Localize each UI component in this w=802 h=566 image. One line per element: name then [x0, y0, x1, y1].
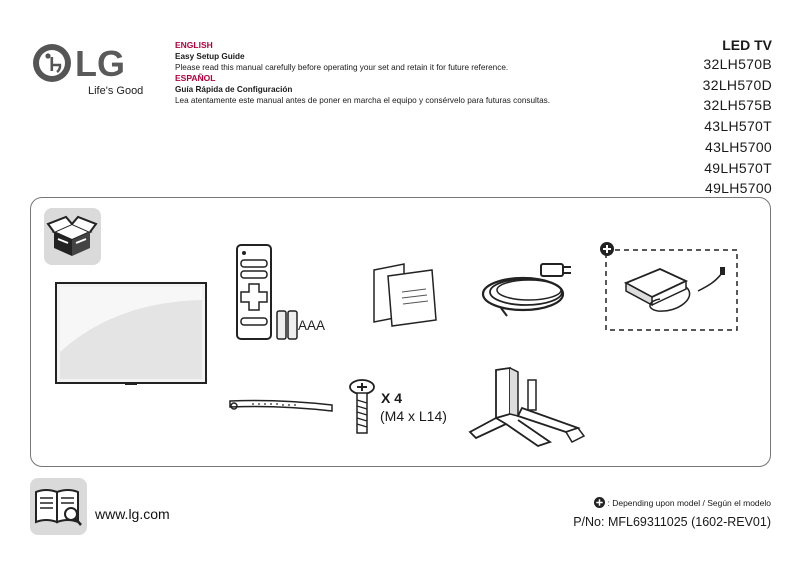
spanish-text: Lea atentamente este manual antes de poner en marcha el equipo y consérvelo para futuras consultas. — [175, 96, 551, 105]
screw-count: X 4 — [381, 390, 403, 406]
english-label: ENGLISH — [175, 40, 213, 50]
batteries-label: AAA — [298, 318, 326, 333]
english-title: Easy Setup Guide — [175, 52, 245, 61]
cable-holder-icon — [228, 395, 336, 417]
model-item: 32LH570D — [702, 76, 772, 93]
screw-icon — [349, 378, 377, 436]
spanish-label: ESPAÑOL — [175, 73, 216, 83]
model-title: LED TV — [722, 37, 772, 53]
svg-text:LG: LG — [75, 43, 125, 84]
english-text: Please read this manual carefully before operating your set and retain it for future reference. — [175, 63, 509, 72]
model-item: 32LH575B — [703, 97, 772, 114]
model-item: 43LH570T — [704, 118, 772, 135]
battery-icon — [276, 309, 298, 340]
box-icon — [44, 208, 101, 265]
manual-icon — [372, 262, 438, 328]
website-link[interactable]: www.lg.com — [95, 506, 170, 522]
manual-book-icon — [30, 478, 87, 535]
stand-icon — [466, 366, 588, 454]
brand-tagline: Life's Good — [88, 85, 144, 97]
header-text — [175, 40, 675, 106]
part-number: P/No: MFL69311025 (1602-REV01) — [573, 515, 771, 529]
remote-icon — [236, 244, 272, 340]
tv-icon — [55, 282, 207, 386]
spanish-title: Guía Rápida de Configuración — [175, 85, 293, 94]
screw-spec: (M4 x L14) — [380, 408, 447, 424]
model-note — [594, 497, 771, 508]
model-item: 32LH570B — [703, 56, 772, 72]
model-note-text: : Depending upon model / Según el modelo — [607, 498, 771, 508]
power-cord-icon — [481, 258, 576, 322]
model-item: 43LH5700 — [704, 138, 772, 155]
adapter-icon — [598, 241, 740, 333]
model-list — [703, 36, 772, 199]
model-item: 49LH5700 — [704, 180, 772, 197]
plus-circle-icon — [594, 497, 605, 508]
model-item: 49LH570T — [704, 159, 772, 176]
